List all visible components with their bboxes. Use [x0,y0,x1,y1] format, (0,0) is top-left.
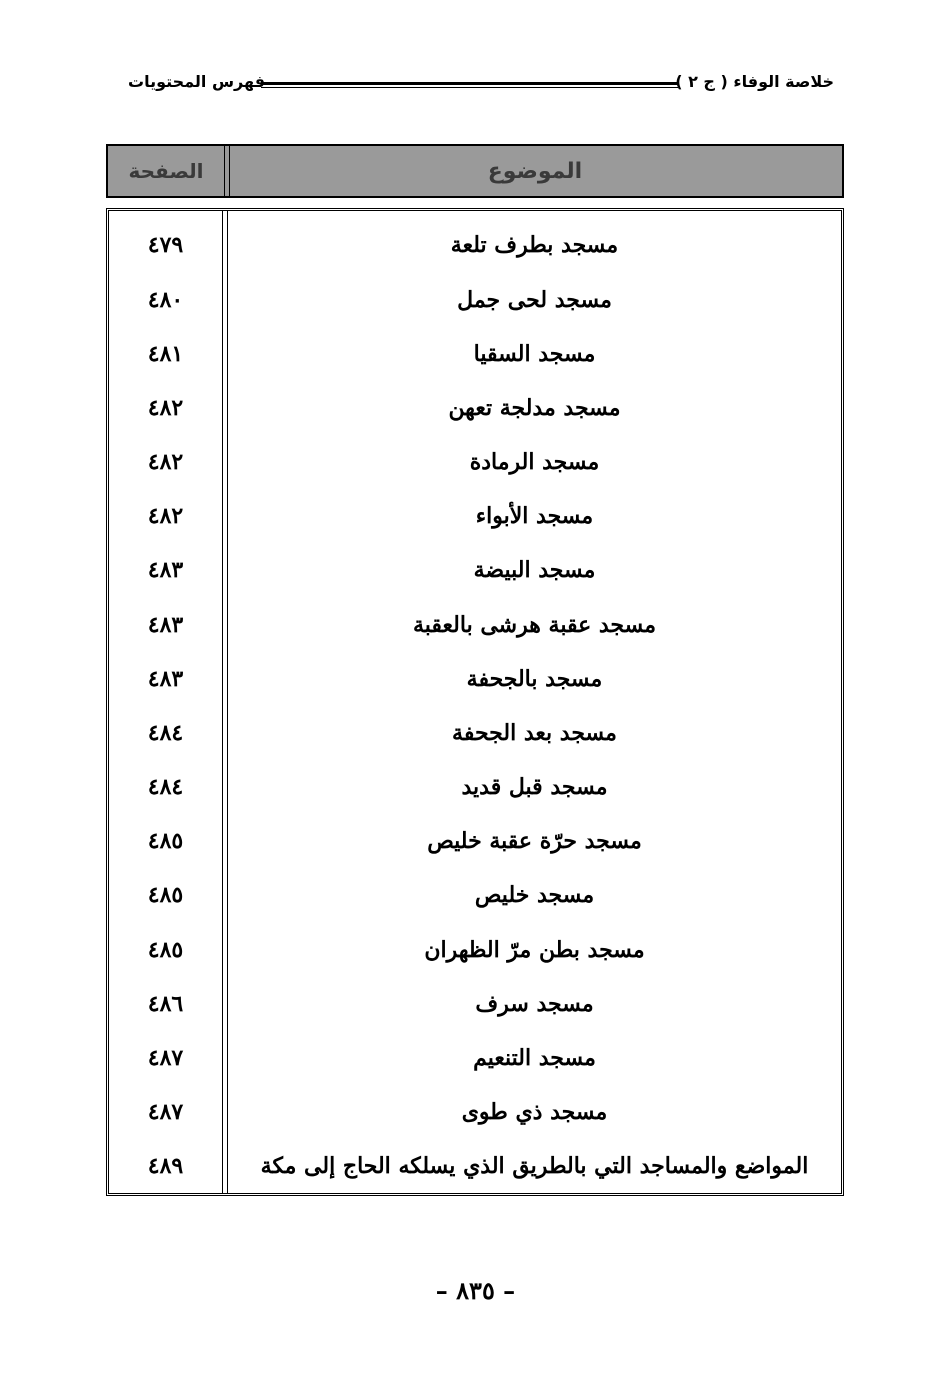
table-row [109,1031,841,1085]
row-topic: مسجد الرمادة [469,449,600,475]
table-row [109,435,841,489]
running-header [128,72,834,100]
row-page: ٤٨٠ [147,287,184,313]
row-page: ٤٨٥ [147,882,184,908]
row-page: ٤٨٢ [147,449,184,475]
header-rule [261,82,678,88]
row-topic: مسجد الأبواء [475,503,594,529]
table-row [109,327,841,381]
row-topic: مسجد ذي طوى [461,1099,608,1125]
row-topic: مسجد بعد الجحفة [452,720,617,746]
table-row [109,381,841,435]
row-page: ٤٨٤ [147,774,184,800]
row-topic: مسجد بالجحفة [466,666,603,692]
row-topic: مسجد حرّة عقبة خليص [427,828,642,854]
section-title: فهرس المحتويات [128,72,266,91]
table-row [109,652,841,706]
table-row [109,814,841,868]
row-page: ٤٨٥ [147,828,184,854]
row-topic: مسجد سرف [475,991,594,1017]
row-page: ٤٨١ [147,341,184,367]
row-topic: مسجد لحى جمل [457,287,612,313]
table-row [109,218,841,272]
row-topic: مسجد البيضة [473,557,596,583]
table-row [109,273,841,327]
row-topic: مسجد مدلجة تعهن [448,395,621,421]
row-page: ٤٨٧ [147,1099,184,1125]
column-header-page: الصفحة [128,159,204,183]
table-row [109,1139,841,1193]
row-page: ٤٨٩ [147,1153,184,1179]
row-topic: مسجد التنعيم [473,1045,596,1071]
book-title: خلاصة الوفاء ( ج ٢ ) [675,72,834,91]
page-number: – ٨٣٥ – [435,1276,516,1305]
row-page: ٤٨٦ [147,991,184,1017]
row-page: ٤٨٣ [147,557,184,583]
column-header-topic: الموضوع [487,158,583,184]
table-row [109,977,841,1031]
row-page: ٤٨٧ [147,1045,184,1071]
table-row [109,923,841,977]
table-row [109,489,841,543]
row-topic: مسجد بطرف تلعة [450,232,619,258]
table-row [109,1085,841,1139]
table-row [109,598,841,652]
table-header [106,144,844,198]
row-topic: مسجد السقيا [473,341,596,367]
table-row [109,760,841,814]
row-page: ٤٨٤ [147,720,184,746]
row-page: ٤٨٥ [147,937,184,963]
row-topic: مسجد عقبة هرشى بالعقبة [412,612,657,638]
row-topic: المواضع والمساجد التي بالطريق الذي يسلكه الحاج إلى مكة [260,1153,809,1179]
table-row [109,868,841,922]
table-row [109,706,841,760]
table-row [109,543,841,597]
contents-table [106,208,844,1196]
row-page: ٤٨٢ [147,503,184,529]
column-divider [224,146,230,196]
row-topic: مسجد بطن مرّ الظهران [424,937,645,963]
row-page: ٤٨٢ [147,395,184,421]
row-topic: مسجد قبل قديد [461,774,608,800]
row-page: ٤٨٣ [147,666,184,692]
row-page: ٤٨٣ [147,612,184,638]
row-topic: مسجد خليص [474,882,595,908]
row-page: ٤٧٩ [147,232,184,258]
